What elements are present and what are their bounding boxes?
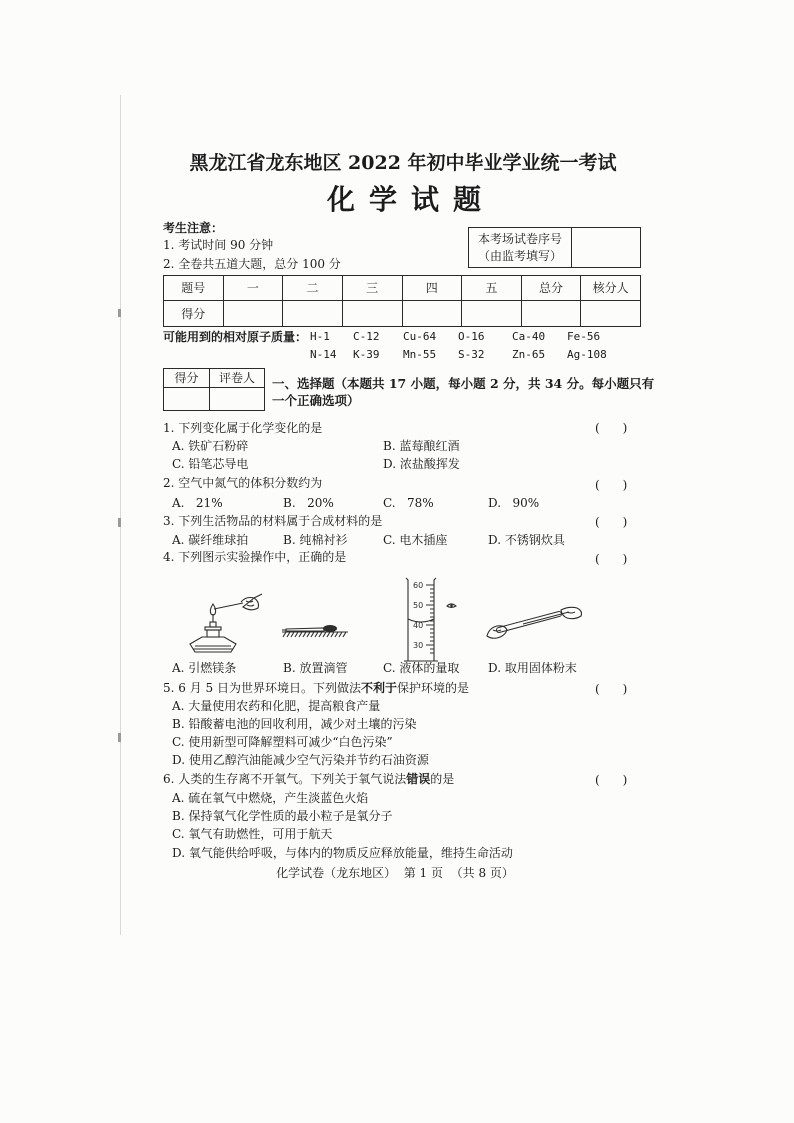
scan-edge-line <box>120 95 121 935</box>
seat-box-line1: 本考场试卷序号 <box>477 232 562 246</box>
score-header-cell: 一 <box>223 276 283 301</box>
option: D. 取用固体粉末 <box>488 661 577 675</box>
atomic-mass: C-12 <box>353 330 380 343</box>
cylinder-tick-label: 30 <box>413 641 424 650</box>
stem-text: 的是 <box>430 772 455 786</box>
score-table-score-row <box>164 301 641 327</box>
figure-c-graduated-cylinder <box>400 577 466 665</box>
answer-bracket: ( ) <box>595 478 628 492</box>
exam-title: 黑龙江省龙东地区 2022 年初中毕业学业统一考试 <box>189 152 617 174</box>
option: C. 氧气有助燃性，可用于航天 <box>172 827 333 841</box>
score-cell <box>402 301 462 327</box>
atomic-mass: O-16 <box>458 330 485 343</box>
option: D. 不锈钢炊具 <box>488 533 565 547</box>
stem-text: 保护环境的是 <box>397 681 470 695</box>
answer-bracket: ( ) <box>595 773 628 787</box>
option: B. 纯棉衬衫 <box>283 533 348 547</box>
score-header-cell: 二 <box>283 276 343 301</box>
score-header-cell: 题号 <box>164 276 224 301</box>
option: A. 21% <box>172 496 223 510</box>
atomic-mass: N-14 <box>310 348 337 361</box>
eye-icon <box>447 604 456 608</box>
notice-item: 2. 全卷共五道大题，总分 100 分 <box>163 257 341 271</box>
hand-icon <box>214 594 262 610</box>
score-header-cell: 四 <box>402 276 462 301</box>
score-header-cell: 五 <box>462 276 522 301</box>
score-table <box>163 275 641 327</box>
option: B. 放置滴管 <box>283 661 348 675</box>
scorer-score-cell <box>164 388 210 411</box>
option: B. 铅酸蓄电池的回收利用，减少对土壤的污染 <box>172 717 417 731</box>
option: D. 90% <box>488 496 540 510</box>
scorer-score-label: 得分 <box>164 369 210 388</box>
option: D. 氧气能供给呼吸，与体内的物质反应释放能量，维持生命活动 <box>172 846 513 860</box>
binding-mark <box>118 518 121 527</box>
score-header-cell: 核分人 <box>581 276 641 301</box>
section-heading-cont: 一个正确选项） <box>272 393 360 408</box>
atomic-mass: Mn-55 <box>403 348 437 361</box>
stem-text: 6. 人类的生存离不开氧气。下列关于氧气说法 <box>163 772 407 786</box>
score-cell <box>581 301 641 327</box>
seat-box-line2: （由监考填写） <box>477 249 562 263</box>
atomic-mass: Ca-40 <box>512 330 546 343</box>
atomic-mass-label: 可能用到的相对原子质量： <box>163 330 308 344</box>
question-stem: 1. 下列变化属于化学变化的是 <box>163 421 323 435</box>
score-cell <box>521 301 581 327</box>
question-stem: 2. 空气中氮气的体积分数约为 <box>163 476 323 490</box>
score-header-cell: 三 <box>342 276 402 301</box>
score-header-cell: 总分 <box>521 276 581 301</box>
subject-title: 化学试题 <box>326 183 496 216</box>
score-table-header-row <box>164 276 641 301</box>
option: A. 引燃镁条 <box>172 661 237 675</box>
atomic-mass: K-39 <box>353 348 380 361</box>
cylinder-tick-label: 50 <box>413 601 424 610</box>
figure-b-dropper <box>280 618 350 640</box>
notice-item: 1. 考试时间 90 分钟 <box>163 238 274 252</box>
page-footer: 化学试卷（龙东地区） 第 1 页 （共 8 页） <box>276 866 514 880</box>
atomic-mass: Fe-56 <box>567 330 601 343</box>
score-row-label: 得分 <box>164 301 224 327</box>
notice-heading: 考生注意： <box>163 221 224 235</box>
option: A. 碳纤维球拍 <box>172 533 249 547</box>
stem-text: 5. 6 月 5 日为世界环境日。下列做法 <box>163 681 361 695</box>
cylinder-tick-label: 40 <box>413 621 424 630</box>
dropper-icon <box>282 625 337 632</box>
scorer-grader-cell <box>210 388 265 411</box>
option: A. 铁矿石粉碎 <box>172 439 249 453</box>
atomic-mass: Cu-64 <box>403 330 437 343</box>
atomic-mass: Zn-65 <box>512 348 546 361</box>
binding-mark <box>118 733 121 742</box>
atomic-mass: S-32 <box>458 348 485 361</box>
option: B. 蓝莓酿红酒 <box>383 439 460 453</box>
atomic-mass: H-1 <box>310 330 330 343</box>
option: D. 浓盐酸挥发 <box>383 457 460 471</box>
stem-emphasis: 错误 <box>406 772 431 786</box>
answer-bracket: ( ) <box>595 552 628 566</box>
score-cell <box>283 301 343 327</box>
option: A. 硫在氧气中燃烧，产生淡蓝色火焰 <box>172 791 369 805</box>
score-cell <box>223 301 283 327</box>
question-stem: 4. 下列图示实验操作中，正确的是 <box>163 550 347 564</box>
figure-d-powder-spatula <box>485 602 585 642</box>
seat-number-box <box>468 227 641 268</box>
answer-bracket: ( ) <box>595 421 628 435</box>
option: B. 20% <box>283 496 334 510</box>
option: C. 使用新型可降解塑料可减少“白色污染” <box>172 735 393 749</box>
option: C. 铅笔芯导电 <box>172 457 249 471</box>
option: A. 大量使用农药和化肥，提高粮食产量 <box>172 699 381 713</box>
question-stem: 3. 下列生活物品的材料属于合成材料的是 <box>163 514 383 528</box>
option: C. 78% <box>383 496 434 510</box>
score-cell <box>342 301 402 327</box>
figure-a-alcohol-lamp <box>183 592 265 656</box>
question-stem <box>163 772 454 786</box>
section-heading: 一、选择题（本题共 17 小题，每小题 2 分，共 34 分。每小题只有 <box>272 376 655 391</box>
alcohol-lamp-icon <box>190 604 236 652</box>
scorer-grader-label: 评卷人 <box>210 369 265 388</box>
option: D. 使用乙醇汽油能减少空气污染并节约石油资源 <box>172 753 429 767</box>
binding-mark <box>118 309 121 317</box>
option: B. 保持氧气化学性质的最小粒子是氧分子 <box>172 809 393 823</box>
answer-bracket: ( ) <box>595 515 628 529</box>
atomic-mass: Ag-108 <box>567 348 607 361</box>
scorer-box <box>163 368 265 411</box>
seat-number-cell <box>572 228 641 268</box>
question-stem <box>163 681 469 695</box>
option: C. 电木插座 <box>383 533 448 547</box>
option: C. 液体的量取 <box>383 661 460 675</box>
answer-bracket: ( ) <box>595 682 628 696</box>
stem-emphasis: 不利于 <box>360 681 397 695</box>
cylinder-tick-label: 60 <box>413 581 424 590</box>
score-cell <box>462 301 522 327</box>
